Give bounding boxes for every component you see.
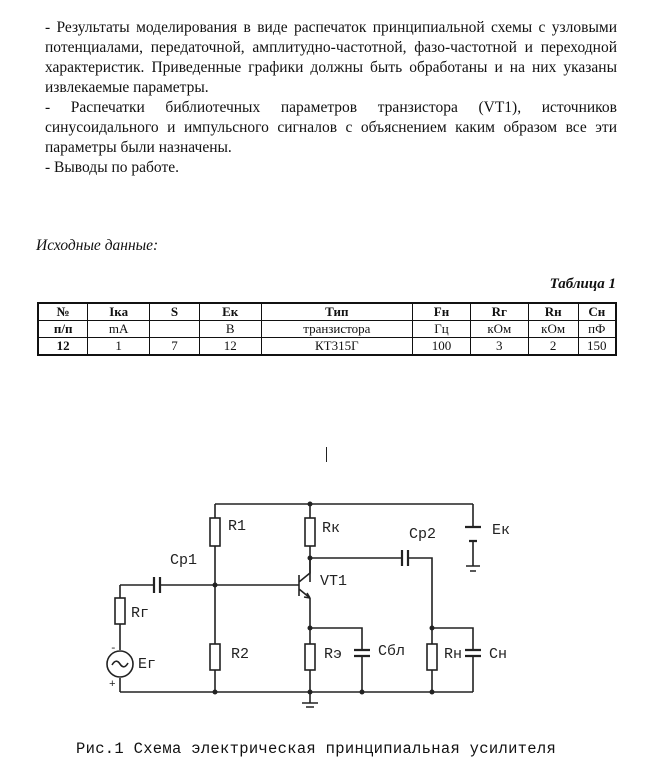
requirement-params: - Распечатки библиотечных параметров транзистора (VT1), источников синусоидального и импульсного сигналов с объяснением каким образом все эти параметры были назначены. [45,99,617,156]
unit-cell: пФ [578,321,616,338]
label-rn: Rн [444,646,463,663]
capacitor-cbl [354,650,370,656]
unit-cell: транзистора [261,321,413,338]
label-r1: R1 [228,518,247,535]
value-cell: 12 [199,338,261,356]
label-r2: R2 [231,646,250,663]
source-data-heading: Исходные данные: [36,237,159,254]
capacitor-cn [465,650,481,656]
value-cell: КТ315Г [261,338,413,356]
label-minus: - [110,643,117,655]
header-cell: Iка [88,303,150,321]
resistor-rg [115,598,125,624]
value-cell: 12 [38,338,88,356]
transistor-vt1 [299,558,310,598]
value-cell: 100 [413,338,471,356]
resistor-re [305,644,315,670]
value-cell: 2 [528,338,578,356]
label-cp2: Cp2 [409,526,437,543]
label-eg: Eг [138,656,157,673]
header-cell: Fн [413,303,471,321]
resistor-rn [427,644,437,670]
capacitor-cp1 [154,577,160,593]
header-cell: Rг [470,303,528,321]
capacitor-cp2 [402,550,408,566]
resistor-rk [305,518,315,546]
value-cell: 3 [470,338,528,356]
resistor-r2 [210,644,220,670]
header-cell: S [150,303,200,321]
label-plus: + [109,679,116,691]
label-cn: Cн [489,646,508,663]
label-cp1: Cp1 [170,552,198,569]
value-cell: 150 [578,338,616,356]
unit-cell: mA [88,321,150,338]
resistor-r1 [210,518,220,546]
header-cell: Тип [261,303,413,321]
label-vt1: VT1 [320,573,348,590]
unit-cell: кОм [528,321,578,338]
label-re: Rэ [324,646,343,663]
table-caption: Таблица 1 [549,276,616,292]
requirement-results: - Результаты моделирования в виде распечаток принципиальной схемы с узловыми потенциалами, передаточной, амплитудно-частотной, фазо-частотной и переходной характеристик. Приведенные графики должны быть обработаны и на них указаны извлекаемые параметры. [45,19,617,96]
header-cell: № [38,303,88,321]
header-cell: Cн [578,303,616,321]
header-cell: Rн [528,303,578,321]
value-cell: 7 [150,338,200,356]
label-ek: Eк [492,522,511,539]
unit-cell: п/п [38,321,88,338]
label-cbl: Cбл [378,643,406,660]
value-cell: 1 [88,338,150,356]
unit-cell: кОм [470,321,528,338]
header-cell: Eк [199,303,261,321]
label-rk: Rк [322,520,341,537]
unit-cell: Гц [413,321,471,338]
unit-cell: B [199,321,261,338]
figure-caption: Рис.1 Схема электрическая принципиальная усилителя [76,740,557,758]
label-rg: Rг [131,605,150,622]
requirement-conclusions: - Выводы по работе. [45,159,179,176]
battery-ek [465,527,481,541]
